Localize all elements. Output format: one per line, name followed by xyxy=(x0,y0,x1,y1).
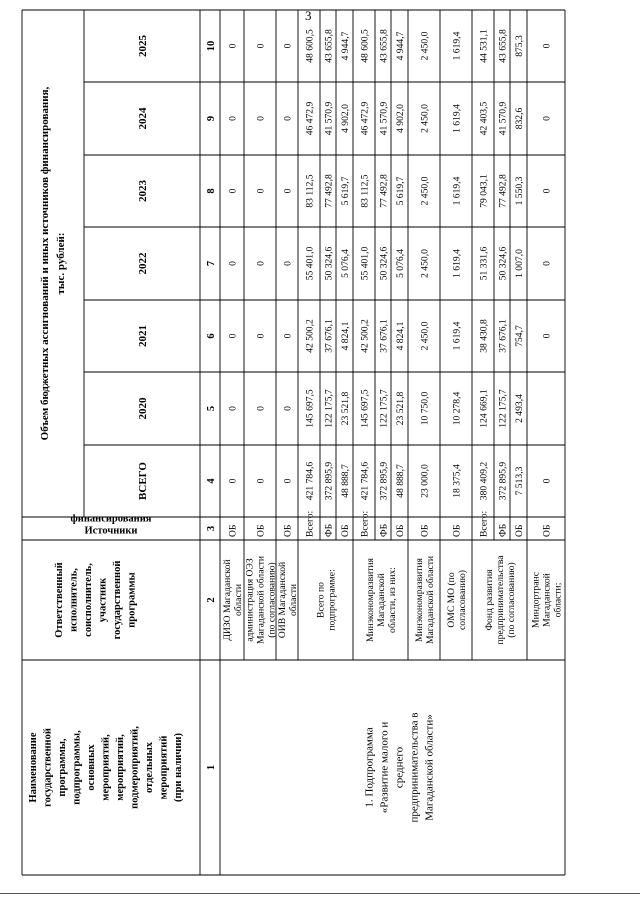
executor-text: ДИЗО Магаданской xyxy=(222,559,233,641)
value-text: 0 xyxy=(227,43,239,49)
header-sources-text: Источники xyxy=(84,525,138,537)
header-executor-text: программы xyxy=(126,572,138,628)
value-text: 44 531,1 xyxy=(478,29,490,63)
value-text: 51 331,6 xyxy=(478,246,490,281)
value-text: 50 324,6 xyxy=(497,246,509,281)
value-text: 46 472,9 xyxy=(359,101,371,136)
column-number: 9 xyxy=(206,115,217,122)
value-text: 1 550,3 xyxy=(514,176,525,206)
value-text: 10 278,4 xyxy=(451,391,463,426)
value-text: 372 895,9 xyxy=(378,461,390,501)
value-text: 1 619,4 xyxy=(451,249,463,278)
value-text: 832,6 xyxy=(514,107,525,130)
value-text: 0 xyxy=(227,478,239,484)
column-number: 4 xyxy=(206,478,217,484)
value-text: 23 000,0 xyxy=(419,464,431,498)
year-header: 2020 xyxy=(137,397,149,420)
source-text: ОБ xyxy=(541,524,553,537)
value-text: 0 xyxy=(282,188,294,194)
value-text: 83 112,5 xyxy=(359,174,371,208)
value-text: 0 xyxy=(282,43,294,49)
executor-text: администрация ОЭЗ xyxy=(244,558,256,642)
source-text: ОБ xyxy=(451,524,463,537)
value-text: 23 521,8 xyxy=(395,391,406,426)
value-text: 48 888,7 xyxy=(340,464,351,498)
value-text: 0 xyxy=(282,116,294,121)
column-number: 7 xyxy=(206,260,217,267)
value-text: 37 676,1 xyxy=(323,319,335,353)
value-text: 145 697,5 xyxy=(359,389,371,428)
value-text: 1 619,4 xyxy=(451,321,463,351)
executor-text: Магаданской области xyxy=(255,555,267,645)
year-header: 2021 xyxy=(137,325,149,347)
value-text: 1 007,0 xyxy=(514,249,525,278)
value-text: 4 824,1 xyxy=(340,321,351,351)
executor-text: (по согласованию) xyxy=(266,562,278,638)
column-number: 6 xyxy=(206,333,217,339)
value-text: 77 492,8 xyxy=(497,174,509,208)
source-text: ОБ xyxy=(227,524,239,537)
value-text: 4 824,1 xyxy=(395,321,406,351)
value-text: 5 076,4 xyxy=(395,249,406,278)
value-text: 5 619,7 xyxy=(395,176,406,206)
year-header: 2024 xyxy=(137,107,149,130)
value-text: 1 619,4 xyxy=(451,104,463,133)
header-name-text: мероприятий, xyxy=(115,734,126,801)
value-text: 124 669,1 xyxy=(478,389,490,428)
year-header: ВСЕГО xyxy=(137,462,149,500)
header-executor-text: Ответственный xyxy=(54,562,65,638)
source-text: ОБ xyxy=(514,524,525,537)
value-text: 0 xyxy=(541,116,553,121)
executor-text: Всего по xyxy=(315,582,327,618)
value-text: 0 xyxy=(255,116,267,121)
year-header: 2022 xyxy=(137,252,149,275)
value-text: 0 xyxy=(227,406,239,411)
value-text: 875,3 xyxy=(514,35,525,57)
value-text: 2 450,0 xyxy=(419,321,431,351)
executor-text: Миндортранс xyxy=(530,572,542,628)
subprogram-title-text: «Развитие малого и xyxy=(378,721,391,814)
source-text: ОБ xyxy=(255,524,267,537)
column-number: 8 xyxy=(206,188,217,194)
source-text: ОБ xyxy=(282,524,294,537)
value-text: 43 655,8 xyxy=(497,29,509,63)
executor-text: Магаданской xyxy=(541,573,553,627)
column-number: 10 xyxy=(206,40,217,52)
value-text: 0 xyxy=(255,406,267,411)
value-text: 0 xyxy=(282,261,294,266)
header-name-text: подмероприятий, xyxy=(129,726,141,809)
value-text: 4 902,0 xyxy=(395,104,406,133)
subprogram-title-text: Магаданской области» xyxy=(423,714,436,821)
value-text: 79 043,1 xyxy=(478,174,490,208)
value-text: 122 175,7 xyxy=(323,389,335,428)
value-text: 0 xyxy=(541,478,553,484)
executor-text: области xyxy=(233,583,244,617)
value-text: 372 895,9 xyxy=(323,461,335,501)
executor-text: ОМС МО (по xyxy=(446,572,457,628)
value-text: 77 492,8 xyxy=(378,174,390,208)
value-text: 4 944,7 xyxy=(340,31,351,61)
executor-text: Магаданской xyxy=(376,573,387,627)
value-text: 0 xyxy=(541,333,553,339)
value-text: 50 324,6 xyxy=(323,246,335,281)
value-text: 0 xyxy=(282,478,294,484)
header-name-text: отдельных xyxy=(144,741,155,794)
value-text: 43 655,8 xyxy=(323,29,335,63)
value-text: 41 570,9 xyxy=(378,101,390,136)
column-number: 3 xyxy=(206,525,217,532)
source-text: ФБ xyxy=(378,523,390,537)
value-text: 23 521,8 xyxy=(340,391,351,426)
value-text: 1 619,4 xyxy=(451,31,463,61)
value-text: 46 472,9 xyxy=(304,101,316,136)
header-executor-text: исполнитель, xyxy=(68,568,80,632)
header-sources-text: финансирования xyxy=(70,513,152,525)
value-text: 0 xyxy=(255,478,267,484)
value-text: 0 xyxy=(255,333,267,339)
executor-text: согласованию) xyxy=(457,570,468,630)
source-text: ОБ xyxy=(395,524,406,537)
subprogram-title-text: 1. Подпрограмма xyxy=(363,727,376,808)
source-text: ФБ xyxy=(323,523,335,537)
value-text: 0 xyxy=(282,406,294,411)
value-text: 41 570,9 xyxy=(323,101,335,136)
value-text: 38 430,8 xyxy=(478,319,490,353)
column-number: 1 xyxy=(206,764,217,771)
executor-text: предпринимательства xyxy=(495,555,506,645)
page-number: 3 xyxy=(305,8,312,23)
executor-text: области, из них: xyxy=(387,567,398,633)
value-text: 0 xyxy=(282,333,294,339)
executor-text: области; xyxy=(552,582,564,618)
value-text: 48 600,5 xyxy=(304,29,316,63)
value-text: 83 112,5 xyxy=(304,174,316,208)
source-text: ОБ xyxy=(340,524,351,537)
value-text: 41 570,9 xyxy=(497,101,509,136)
value-text: 421 784,6 xyxy=(359,461,371,501)
column-number: 2 xyxy=(206,597,217,603)
source-text: Всего: xyxy=(478,510,490,537)
value-text: 0 xyxy=(227,188,239,194)
header-name-text: подпрограммы, xyxy=(71,730,83,805)
header-name-text: Наименование xyxy=(28,732,39,803)
value-text: 42 500,2 xyxy=(359,319,371,353)
value-text: 77 492,8 xyxy=(323,174,335,208)
executor-text: Фонд развития xyxy=(484,569,495,631)
value-text: 1 619,4 xyxy=(451,176,463,206)
value-text: 42 500,2 xyxy=(304,319,316,353)
value-text: 122 175,7 xyxy=(378,389,390,428)
executor-text: Магаданской области xyxy=(425,555,436,645)
value-text: 18 375,4 xyxy=(451,464,463,498)
executor-text: (по согласованию) xyxy=(506,562,517,638)
value-text: 0 xyxy=(255,261,267,266)
value-text: 42 403,5 xyxy=(478,101,490,136)
value-text: 7 513,3 xyxy=(514,466,525,496)
value-text: 50 324,6 xyxy=(378,246,390,281)
value-text: 4 944,7 xyxy=(395,31,406,61)
value-text: 2 450,0 xyxy=(419,31,431,61)
value-text: 0 xyxy=(227,116,239,121)
value-text: 122 175,7 xyxy=(497,389,509,428)
value-text: 0 xyxy=(255,43,267,49)
table-text xyxy=(28,29,564,823)
value-text: 43 655,8 xyxy=(378,29,390,63)
header-executor-text: государственной xyxy=(112,560,123,640)
value-text: 380 409,2 xyxy=(478,461,490,501)
value-text: 37 676,1 xyxy=(378,319,390,353)
value-text: 145 697,5 xyxy=(304,389,316,428)
executor-text: Минэкономразвития xyxy=(365,558,376,642)
header-name-text: основных xyxy=(86,744,97,791)
value-text: 2 450,0 xyxy=(419,104,431,133)
header-funding-text: Объем бюджетных ассигнований и иных источников финансирования, xyxy=(39,86,51,441)
value-text: 48 888,7 xyxy=(395,464,406,498)
value-text: 10 750,0 xyxy=(419,391,431,426)
value-text: 5 619,7 xyxy=(340,176,351,206)
value-text: 372 895,9 xyxy=(497,461,509,501)
executor-text: подпрограмме: xyxy=(326,569,338,631)
column-number: 5 xyxy=(206,405,217,412)
value-text: 0 xyxy=(227,261,239,266)
value-text: 37 676,1 xyxy=(497,319,509,353)
value-text: 0 xyxy=(227,333,239,339)
value-text: 55 401,0 xyxy=(359,246,371,281)
source-text: ФБ xyxy=(497,523,509,537)
year-header: 2023 xyxy=(137,180,149,202)
value-text: 0 xyxy=(255,188,267,194)
header-name-text: программы, xyxy=(57,738,68,797)
value-text: 2 450,0 xyxy=(419,249,431,278)
source-text: Всего: xyxy=(359,510,371,537)
value-text: 421 784,6 xyxy=(304,461,316,501)
scan-edge-line xyxy=(0,893,640,894)
header-funding-text: тыс. рублей: xyxy=(55,232,67,295)
source-text: ОБ xyxy=(419,524,431,537)
header-name-text: мероприятий xyxy=(158,735,170,800)
value-text: 2 450,0 xyxy=(419,176,431,206)
executor-text: области xyxy=(288,583,299,617)
value-text: 0 xyxy=(541,43,553,49)
value-text: 48 600,5 xyxy=(359,29,371,63)
year-header: 2025 xyxy=(137,35,149,57)
header-executor-text: соисполнитель, xyxy=(83,563,94,637)
subprogram-title-text: предпринимательства в xyxy=(408,712,421,823)
header-executor-text: участник xyxy=(97,577,109,623)
header-name-text: (при наличии) xyxy=(173,733,184,802)
value-text: 55 401,0 xyxy=(304,246,316,281)
executor-text: ОИВ Магаданской xyxy=(277,561,288,639)
value-text: 2 493,4 xyxy=(514,394,525,423)
value-text: 754,7 xyxy=(514,325,525,347)
value-text: 0 xyxy=(541,261,553,266)
executor-text: Минэкономразвития xyxy=(414,558,425,642)
header-name-text: мероприятий, xyxy=(100,734,112,801)
value-text: 0 xyxy=(541,188,553,194)
value-text: 5 076,4 xyxy=(340,249,351,278)
value-text: 4 902,0 xyxy=(340,104,351,133)
source-text: Всего: xyxy=(304,510,316,537)
header-name-text: государственной xyxy=(42,728,54,807)
subprogram-title-text: среднего xyxy=(393,746,406,789)
